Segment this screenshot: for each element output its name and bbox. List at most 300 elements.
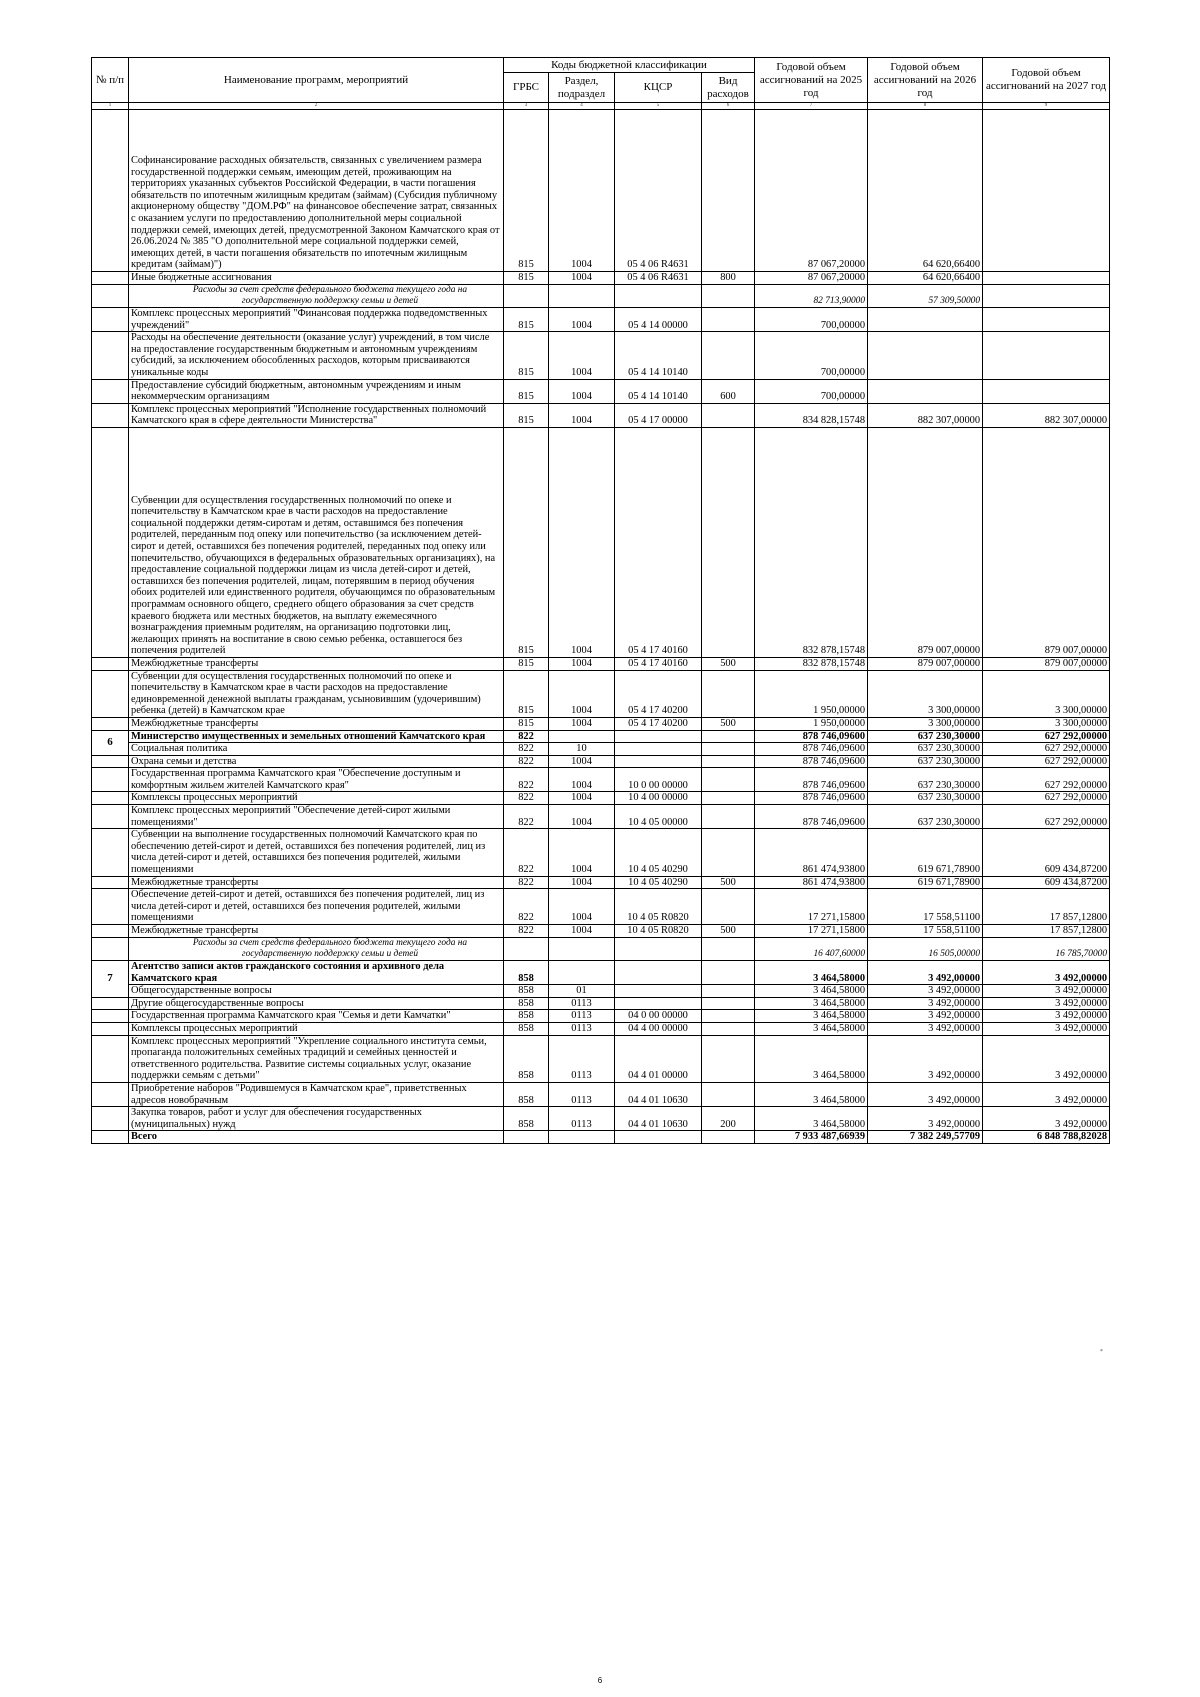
cell-kcsr: 05 4 14 00000 bbox=[615, 308, 702, 332]
cell-2025: 3 464,58000 bbox=[755, 961, 868, 985]
cell-2026: 57 309,50000 bbox=[868, 284, 983, 307]
cell-vid bbox=[702, 332, 755, 379]
cell-name: Софинансирование расходных обязательств, связанных с увеличением размера государственной поддержки семьям, имеющим детей, проживающим на территориях указанных субъектов Российской Федерации, в части погашения обязательств по ипотечным жилищным кредитам (займам) (Субсидия публичному акционерному обществу "ДОМ.РФ" на финансовое обеспечение затрат, связанных с оказанием услуги по предоставлению дополнительной меры социальной поддержки семей, имеющих детей, предусмотренной Законом Камчатского края от 26.06.2024 № 385 "О дополнительной мере социальной поддержки семей, имеющих детей, в части погашения обязательств по ипотечным жилищным кредитам (займам)") bbox=[129, 110, 504, 272]
cell-razdel bbox=[549, 1131, 615, 1144]
cell-kcsr: 05 4 17 00000 bbox=[615, 403, 702, 427]
cell-vid bbox=[702, 743, 755, 756]
cell-razdel: 1004 bbox=[549, 876, 615, 889]
table-row bbox=[92, 755, 1110, 768]
cell-num bbox=[92, 805, 129, 829]
cell-name: Социальная политика bbox=[129, 743, 504, 756]
table-row bbox=[92, 730, 1110, 743]
table-row bbox=[92, 805, 1110, 829]
table-row bbox=[92, 1022, 1110, 1035]
cell-num bbox=[92, 829, 129, 876]
cell-2026: 619 671,78900 bbox=[868, 829, 983, 876]
table-row bbox=[92, 829, 1110, 876]
cell-vid bbox=[702, 284, 755, 307]
cell-name: Министерство имущественных и земельных отношений Камчатского края bbox=[129, 730, 504, 743]
cell-2026: 619 671,78900 bbox=[868, 876, 983, 889]
cell-grbs: 822 bbox=[504, 792, 549, 805]
cell-2025: 861 474,93800 bbox=[755, 876, 868, 889]
cell-2025: 3 464,58000 bbox=[755, 1107, 868, 1131]
cell-2025: 700,00000 bbox=[755, 379, 868, 403]
column-number: 7 bbox=[755, 103, 868, 110]
cell-vid bbox=[702, 1082, 755, 1106]
cell-2026: 637 230,30000 bbox=[868, 730, 983, 743]
cell-2025: 834 828,15748 bbox=[755, 403, 868, 427]
cell-kcsr bbox=[615, 755, 702, 768]
cell-2025: 878 746,09600 bbox=[755, 768, 868, 792]
cell-num bbox=[92, 1131, 129, 1144]
cell-kcsr: 05 4 06 R4631 bbox=[615, 110, 702, 272]
header-codes-group: Коды бюджетной классификации bbox=[504, 58, 755, 73]
cell-2025: 3 464,58000 bbox=[755, 1022, 868, 1035]
cell-2026: 637 230,30000 bbox=[868, 792, 983, 805]
table-row bbox=[92, 717, 1110, 730]
header-razdel: Раздел, подраздел bbox=[549, 73, 615, 103]
cell-grbs: 822 bbox=[504, 768, 549, 792]
cell-2025: 7 933 487,66939 bbox=[755, 1131, 868, 1144]
cell-grbs: 815 bbox=[504, 379, 549, 403]
cell-grbs: 822 bbox=[504, 743, 549, 756]
cell-2027: 3 492,00000 bbox=[983, 985, 1110, 998]
cell-num bbox=[92, 308, 129, 332]
cell-razdel bbox=[549, 937, 615, 960]
cell-name: Межбюджетные трансферты bbox=[129, 717, 504, 730]
cell-name: Государственная программа Камчатского края "Семья и дети Камчатки" bbox=[129, 1010, 504, 1023]
cell-num: 6 bbox=[92, 730, 129, 755]
cell-kcsr: 05 4 17 40160 bbox=[615, 657, 702, 670]
cell-num bbox=[92, 937, 129, 960]
cell-2026: 3 492,00000 bbox=[868, 1107, 983, 1131]
cell-vid bbox=[702, 768, 755, 792]
cell-kcsr: 10 4 00 00000 bbox=[615, 792, 702, 805]
cell-kcsr: 04 4 01 10630 bbox=[615, 1107, 702, 1131]
cell-2026: 3 492,00000 bbox=[868, 997, 983, 1010]
cell-kcsr bbox=[615, 1131, 702, 1144]
cell-2026: 3 492,00000 bbox=[868, 1082, 983, 1106]
cell-name: Комплексы процессных мероприятий bbox=[129, 792, 504, 805]
cell-num bbox=[92, 1035, 129, 1082]
cell-kcsr: 05 4 06 R4631 bbox=[615, 272, 702, 285]
table-row bbox=[92, 284, 1110, 307]
cell-vid bbox=[702, 755, 755, 768]
cell-vid bbox=[702, 1131, 755, 1144]
cell-name: Субвенции на выполнение государственных полномочий Камчатского края по обеспечению детей-сирот и детей, оставшихся без попечения родителей, лиц из числа детей-сирот и детей, оставшихся без попечения родителей, жилыми помещениями bbox=[129, 829, 504, 876]
cell-razdel: 1004 bbox=[549, 110, 615, 272]
cell-vid bbox=[702, 110, 755, 272]
cell-2025: 700,00000 bbox=[755, 308, 868, 332]
cell-num bbox=[92, 332, 129, 379]
cell-razdel: 01 bbox=[549, 985, 615, 998]
cell-2027: 6 848 788,82028 bbox=[983, 1131, 1110, 1144]
cell-razdel: 10 bbox=[549, 743, 615, 756]
table-row bbox=[92, 876, 1110, 889]
cell-razdel: 1004 bbox=[549, 755, 615, 768]
cell-razdel bbox=[549, 284, 615, 307]
table-row bbox=[92, 1082, 1110, 1106]
cell-name: Межбюджетные трансферты bbox=[129, 657, 504, 670]
cell-kcsr: 04 4 01 00000 bbox=[615, 1035, 702, 1082]
cell-grbs: 858 bbox=[504, 985, 549, 998]
cell-2027 bbox=[983, 332, 1110, 379]
page-number: 6 bbox=[597, 1676, 603, 1685]
table-row bbox=[92, 379, 1110, 403]
cell-2026: 3 300,00000 bbox=[868, 670, 983, 717]
cell-num bbox=[92, 427, 129, 657]
table-row bbox=[92, 997, 1110, 1010]
table-row bbox=[92, 670, 1110, 717]
cell-vid: 500 bbox=[702, 925, 755, 938]
cell-name: Комплекс процессных мероприятий "Исполнение государственных полномочий Камчатского края в сфере деятельности Министерства" bbox=[129, 403, 504, 427]
cell-vid bbox=[702, 308, 755, 332]
cell-kcsr bbox=[615, 985, 702, 998]
cell-2026: 3 492,00000 bbox=[868, 1035, 983, 1082]
cell-2027: 627 292,00000 bbox=[983, 743, 1110, 756]
header-2025: Годовой объем ассигнований на 2025 год bbox=[755, 58, 868, 103]
cell-2026: 3 300,00000 bbox=[868, 717, 983, 730]
column-number: 5 bbox=[615, 103, 702, 110]
cell-grbs: 815 bbox=[504, 308, 549, 332]
table-row bbox=[92, 925, 1110, 938]
cell-num bbox=[92, 1010, 129, 1023]
cell-razdel: 0113 bbox=[549, 997, 615, 1010]
cell-vid bbox=[702, 792, 755, 805]
cell-2027: 627 292,00000 bbox=[983, 792, 1110, 805]
cell-grbs: 815 bbox=[504, 427, 549, 657]
cell-grbs: 822 bbox=[504, 876, 549, 889]
cell-name: Комплексы процессных мероприятий bbox=[129, 1022, 504, 1035]
cell-kcsr: 04 4 01 10630 bbox=[615, 1082, 702, 1106]
cell-2027: 3 300,00000 bbox=[983, 670, 1110, 717]
cell-razdel: 1004 bbox=[549, 829, 615, 876]
cell-2027: 609 434,87200 bbox=[983, 829, 1110, 876]
cell-2025: 16 407,60000 bbox=[755, 937, 868, 960]
cell-grbs: 858 bbox=[504, 997, 549, 1010]
cell-vid bbox=[702, 1010, 755, 1023]
cell-name: Всего bbox=[129, 1131, 504, 1144]
header-2027: Годовой объем ассигнований на 2027 год bbox=[983, 58, 1110, 103]
cell-2027 bbox=[983, 110, 1110, 272]
cell-2026: 3 492,00000 bbox=[868, 961, 983, 985]
cell-num bbox=[92, 997, 129, 1010]
cell-2026 bbox=[868, 308, 983, 332]
column-number: 6 bbox=[702, 103, 755, 110]
table-row bbox=[92, 272, 1110, 285]
cell-kcsr: 05 4 17 40160 bbox=[615, 427, 702, 657]
cell-razdel: 0113 bbox=[549, 1010, 615, 1023]
cell-vid bbox=[702, 829, 755, 876]
cell-razdel bbox=[549, 961, 615, 985]
cell-grbs: 815 bbox=[504, 110, 549, 272]
cell-vid bbox=[702, 805, 755, 829]
table-body bbox=[92, 110, 1110, 1144]
cell-2027: 3 300,00000 bbox=[983, 717, 1110, 730]
cell-2025: 17 271,15800 bbox=[755, 889, 868, 925]
cell-2026: 637 230,30000 bbox=[868, 755, 983, 768]
cell-2027: 627 292,00000 bbox=[983, 768, 1110, 792]
cell-2026: 17 558,51100 bbox=[868, 889, 983, 925]
cell-razdel: 1004 bbox=[549, 379, 615, 403]
cell-razdel: 1004 bbox=[549, 805, 615, 829]
cell-2027: 3 492,00000 bbox=[983, 1022, 1110, 1035]
cell-2025: 700,00000 bbox=[755, 332, 868, 379]
cell-name: Агентство записи актов гражданского состояния и архивного дела Камчатского края bbox=[129, 961, 504, 985]
cell-razdel: 1004 bbox=[549, 272, 615, 285]
cell-num bbox=[92, 110, 129, 272]
cell-razdel: 1004 bbox=[549, 427, 615, 657]
cell-razdel bbox=[549, 730, 615, 743]
cell-name: Комплекс процессных мероприятий "Финансовая поддержка подведомственных учреждений" bbox=[129, 308, 504, 332]
cell-razdel: 1004 bbox=[549, 717, 615, 730]
cell-num bbox=[92, 1107, 129, 1131]
cell-2025: 82 713,90000 bbox=[755, 284, 868, 307]
cell-2027: 3 492,00000 bbox=[983, 1082, 1110, 1106]
cell-name: Государственная программа Камчатского края "Обеспечение доступным и комфортным жильем жителей Камчатского края" bbox=[129, 768, 504, 792]
column-number: 2 bbox=[129, 103, 504, 110]
cell-num bbox=[92, 792, 129, 805]
column-number: 8 bbox=[868, 103, 983, 110]
table-row bbox=[92, 985, 1110, 998]
cell-2027: 17 857,12800 bbox=[983, 889, 1110, 925]
cell-2027 bbox=[983, 284, 1110, 307]
cell-num bbox=[92, 1082, 129, 1106]
cell-kcsr: 10 0 00 00000 bbox=[615, 768, 702, 792]
cell-kcsr: 10 4 05 00000 bbox=[615, 805, 702, 829]
cell-razdel: 1004 bbox=[549, 792, 615, 805]
cell-num bbox=[92, 717, 129, 730]
cell-num bbox=[92, 1022, 129, 1035]
cell-2027: 879 007,00000 bbox=[983, 657, 1110, 670]
cell-2026: 16 505,00000 bbox=[868, 937, 983, 960]
cell-vid: 800 bbox=[702, 272, 755, 285]
header-grbs: ГРБС bbox=[504, 73, 549, 103]
cell-vid bbox=[702, 961, 755, 985]
cell-grbs bbox=[504, 284, 549, 307]
cell-2026: 637 230,30000 bbox=[868, 805, 983, 829]
cell-grbs: 815 bbox=[504, 670, 549, 717]
table-row bbox=[92, 889, 1110, 925]
cell-2025: 878 746,09600 bbox=[755, 743, 868, 756]
cell-name: Закупка товаров, работ и услуг для обеспечения государственных (муниципальных) нужд bbox=[129, 1107, 504, 1131]
cell-num bbox=[92, 889, 129, 925]
cell-razdel: 1004 bbox=[549, 925, 615, 938]
cell-grbs: 822 bbox=[504, 925, 549, 938]
cell-kcsr: 05 4 17 40200 bbox=[615, 670, 702, 717]
cell-name: Субвенции для осуществления государственных полномочий по опеке и попечительству в Камчатском крае в части расходов на предоставление единовременной денежной выплаты гражданам, усыновившим (удочерившим) ребенка (детей) в Камчатском крае bbox=[129, 670, 504, 717]
cell-razdel: 1004 bbox=[549, 403, 615, 427]
column-number-row bbox=[92, 103, 1110, 110]
cell-kcsr: 04 4 00 00000 bbox=[615, 1022, 702, 1035]
cell-kcsr: 10 4 05 40290 bbox=[615, 829, 702, 876]
cell-num bbox=[92, 284, 129, 307]
cell-2026 bbox=[868, 332, 983, 379]
cell-kcsr: 10 4 05 R0820 bbox=[615, 925, 702, 938]
cell-vid: 500 bbox=[702, 876, 755, 889]
header-name: Наименование программ, мероприятий bbox=[129, 58, 504, 103]
budget-table-sheet bbox=[91, 57, 1109, 1144]
table-row bbox=[92, 1010, 1110, 1023]
cell-2025: 1 950,00000 bbox=[755, 670, 868, 717]
cell-kcsr: 05 4 17 40200 bbox=[615, 717, 702, 730]
cell-kcsr: 10 4 05 R0820 bbox=[615, 889, 702, 925]
cell-grbs bbox=[504, 1131, 549, 1144]
cell-kcsr bbox=[615, 730, 702, 743]
cell-name: Предоставление субсидий бюджетным, автономным учреждениям и иным некоммерческим организациям bbox=[129, 379, 504, 403]
cell-2027: 627 292,00000 bbox=[983, 805, 1110, 829]
cell-num bbox=[92, 925, 129, 938]
cell-num bbox=[92, 876, 129, 889]
cell-razdel: 0113 bbox=[549, 1035, 615, 1082]
cell-num bbox=[92, 755, 129, 768]
cell-kcsr: 05 4 14 10140 bbox=[615, 332, 702, 379]
cell-num: 7 bbox=[92, 961, 129, 998]
cell-2025: 3 464,58000 bbox=[755, 997, 868, 1010]
cell-2027: 879 007,00000 bbox=[983, 427, 1110, 657]
cell-razdel: 1004 bbox=[549, 670, 615, 717]
cell-2027: 3 492,00000 bbox=[983, 961, 1110, 985]
header-2026: Годовой объем ассигнований на 2026 год bbox=[868, 58, 983, 103]
cell-kcsr bbox=[615, 997, 702, 1010]
table-header bbox=[92, 58, 1110, 110]
cell-vid bbox=[702, 997, 755, 1010]
cell-2025: 878 746,09600 bbox=[755, 805, 868, 829]
table-row bbox=[92, 427, 1110, 657]
cell-num bbox=[92, 657, 129, 670]
table-row bbox=[92, 1035, 1110, 1082]
cell-vid: 600 bbox=[702, 379, 755, 403]
cell-2026: 17 558,51100 bbox=[868, 925, 983, 938]
cell-2026: 637 230,30000 bbox=[868, 768, 983, 792]
table-row bbox=[92, 1107, 1110, 1131]
cell-2027: 16 785,70000 bbox=[983, 937, 1110, 960]
cell-2025: 832 878,15748 bbox=[755, 657, 868, 670]
cell-2025: 878 746,09600 bbox=[755, 730, 868, 743]
cell-num bbox=[92, 670, 129, 717]
cell-vid: 500 bbox=[702, 657, 755, 670]
table-row bbox=[92, 937, 1110, 960]
cell-vid bbox=[702, 1035, 755, 1082]
cell-kcsr bbox=[615, 937, 702, 960]
cell-2026: 3 492,00000 bbox=[868, 985, 983, 998]
header-vid: Вид расходов bbox=[702, 73, 755, 103]
cell-razdel: 1004 bbox=[549, 768, 615, 792]
cell-2026: 64 620,66400 bbox=[868, 272, 983, 285]
cell-num bbox=[92, 272, 129, 285]
cell-2027: 609 434,87200 bbox=[983, 876, 1110, 889]
cell-2026: 637 230,30000 bbox=[868, 743, 983, 756]
table-row bbox=[92, 961, 1110, 985]
cell-grbs: 822 bbox=[504, 755, 549, 768]
cell-num bbox=[92, 768, 129, 792]
column-number: 9 bbox=[983, 103, 1110, 110]
cell-grbs: 822 bbox=[504, 889, 549, 925]
cell-razdel: 1004 bbox=[549, 889, 615, 925]
cell-2027: 627 292,00000 bbox=[983, 730, 1110, 743]
table-row bbox=[92, 308, 1110, 332]
cell-2026: 879 007,00000 bbox=[868, 427, 983, 657]
cell-razdel: 1004 bbox=[549, 332, 615, 379]
cell-kcsr: 05 4 14 10140 bbox=[615, 379, 702, 403]
cell-name: Расходы за счет средств федерального бюджета текущего года на государственную поддержку семьи и детей bbox=[129, 937, 504, 960]
cell-2026: 64 620,66400 bbox=[868, 110, 983, 272]
cell-vid: 500 bbox=[702, 717, 755, 730]
cell-vid bbox=[702, 427, 755, 657]
cell-vid bbox=[702, 403, 755, 427]
cell-2025: 1 950,00000 bbox=[755, 717, 868, 730]
cell-name: Расходы за счет средств федерального бюджета текущего года на государственную поддержку семьи и детей bbox=[129, 284, 504, 307]
cell-grbs: 815 bbox=[504, 332, 549, 379]
cell-vid bbox=[702, 985, 755, 998]
cell-grbs: 858 bbox=[504, 1107, 549, 1131]
cell-grbs: 815 bbox=[504, 657, 549, 670]
cell-2027 bbox=[983, 379, 1110, 403]
cell-num bbox=[92, 379, 129, 403]
table-row bbox=[92, 110, 1110, 272]
cell-2027: 3 492,00000 bbox=[983, 1107, 1110, 1131]
cell-grbs bbox=[504, 937, 549, 960]
cell-2027: 3 492,00000 bbox=[983, 997, 1110, 1010]
cell-grbs: 815 bbox=[504, 272, 549, 285]
cell-name: Комплекс процессных мероприятий "Укрепление социального института семьи, пропаганда положительных семейных традиций и семейных ценностей и ответственного родительства. Развитие системы социальных услуг, оказание поддержки семьям с детьми" bbox=[129, 1035, 504, 1082]
table-row bbox=[92, 332, 1110, 379]
cell-2026: 7 382 249,57709 bbox=[868, 1131, 983, 1144]
cell-2027 bbox=[983, 272, 1110, 285]
cell-2027: 3 492,00000 bbox=[983, 1010, 1110, 1023]
header-kcsr: КЦСР bbox=[615, 73, 702, 103]
table-row bbox=[92, 743, 1110, 756]
cell-2025: 87 067,20000 bbox=[755, 272, 868, 285]
cell-grbs: 815 bbox=[504, 717, 549, 730]
cell-grbs: 858 bbox=[504, 961, 549, 985]
cell-grbs: 822 bbox=[504, 730, 549, 743]
table-row bbox=[92, 1131, 1110, 1144]
cell-kcsr: 10 4 05 40290 bbox=[615, 876, 702, 889]
cell-grbs: 815 bbox=[504, 403, 549, 427]
cell-2027 bbox=[983, 308, 1110, 332]
cell-2025: 861 474,93800 bbox=[755, 829, 868, 876]
cell-name: Обеспечение детей-сирот и детей, оставшихся без попечения родителей, лиц из числа детей-сирот и детей, оставшихся без попечения родителей, жилыми помещениями bbox=[129, 889, 504, 925]
cell-kcsr: 04 0 00 00000 bbox=[615, 1010, 702, 1023]
cell-grbs: 858 bbox=[504, 1035, 549, 1082]
column-number: 3 bbox=[504, 103, 549, 110]
header-num: № п/п bbox=[92, 58, 129, 103]
table-row bbox=[92, 792, 1110, 805]
cell-name: Иные бюджетные ассигнования bbox=[129, 272, 504, 285]
cell-vid bbox=[702, 730, 755, 743]
cell-2025: 878 746,09600 bbox=[755, 755, 868, 768]
table-row bbox=[92, 657, 1110, 670]
cell-name: Приобретение наборов "Родившемуся в Камчатском крае", приветственных адресов новобрачным bbox=[129, 1082, 504, 1106]
cell-2025: 3 464,58000 bbox=[755, 1035, 868, 1082]
cell-2025: 3 464,58000 bbox=[755, 985, 868, 998]
cell-grbs: 858 bbox=[504, 1010, 549, 1023]
cell-kcsr bbox=[615, 961, 702, 985]
cell-2027: 17 857,12800 bbox=[983, 925, 1110, 938]
cell-2027: 627 292,00000 bbox=[983, 755, 1110, 768]
cell-2025: 832 878,15748 bbox=[755, 427, 868, 657]
cell-grbs: 822 bbox=[504, 805, 549, 829]
cell-razdel: 1004 bbox=[549, 657, 615, 670]
cell-2025: 878 746,09600 bbox=[755, 792, 868, 805]
cell-name: Общегосударственные вопросы bbox=[129, 985, 504, 998]
cell-kcsr bbox=[615, 743, 702, 756]
cell-name: Межбюджетные трансферты bbox=[129, 876, 504, 889]
cell-num bbox=[92, 403, 129, 427]
cell-name: Расходы на обеспечение деятельности (оказание услуг) учреждений, в том числе на предоставление государственным бюджетным и автономным учреждениям субсидий, за исключением обособленных расходов, которым присваиваются уникальные коды bbox=[129, 332, 504, 379]
cell-vid: 200 bbox=[702, 1107, 755, 1131]
